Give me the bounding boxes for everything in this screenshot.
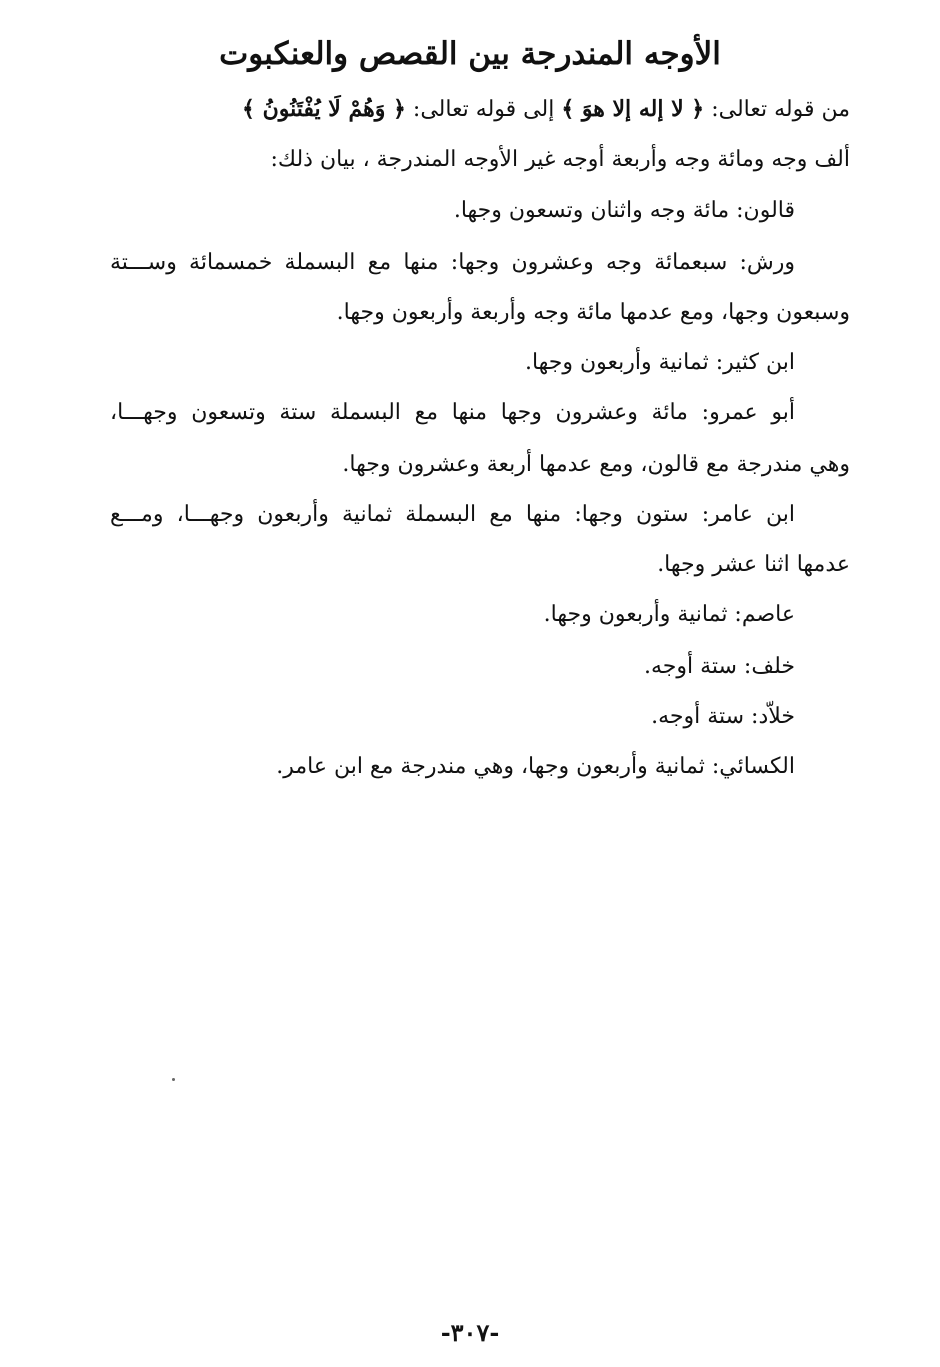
intro-line (242, 94, 850, 125)
text-line-khalaf: خلف: ستة أوجه. (643, 654, 795, 679)
text-line-ibn-amir-1: ابن عامر: ستون وجها: منها مع البسملة ثمانية وأربعون وجهـــا، ومـــع (110, 502, 795, 527)
text-line-khallad: خلاّد: ستة أوجه. (651, 704, 795, 729)
speck-mark (172, 1078, 175, 1081)
text-line-qalun: قالون: مائة وجه واثنان وتسعون وجها. (453, 198, 795, 223)
page-title: الأوجه المندرجة بين القصص والعنكبوت (219, 36, 721, 72)
text-line-warsh-2: وسبعون وجها، ومع عدمها مائة وجه وأربعة وأربعون وجها. (336, 300, 850, 325)
text-line-warsh-1: ورش: سبعمائة وجه وعشرون وجها: منها مع البسملة خمسمائة وســـتة (110, 250, 795, 275)
text-line-asim: عاصم: ثمانية وأربعون وجها. (543, 602, 795, 627)
verse-quote-2: ﴿ وَهُمْ لَا يُفْتَنُونُ ﴾ (242, 96, 406, 122)
text-line-kisai: الكسائي: ثمانية وأربعون وجها، وهي مندرجة مع ابن عامر. (276, 754, 795, 779)
intro-line-2: ألف وجه ومائة وجه وأربعة أوجه غير الأوجه المندرجة ، بيان ذلك: (270, 147, 850, 172)
text-line-abu-amr-1: أبو عمرو: مائة وعشرون وجها منها مع البسملة ستة وتسعون وجهـــا، (110, 400, 795, 425)
intro-prefix: من قوله تعالى: (704, 97, 850, 122)
page-number: -٣٠٧- (440, 1318, 500, 1347)
text-line-ibn-amir-2: عدمها اثنا عشر وجها. (657, 552, 850, 577)
text-line-ibn-kathir: ابن كثير: ثمانية وأربعون وجها. (524, 350, 795, 375)
intro-middle: إلى قوله تعالى: (405, 97, 562, 122)
verse-quote-1: ﴿ لا إله إلا هوَ ﴾ (561, 96, 705, 122)
text-line-abu-amr-2: وهي مندرجة مع قالون، ومع عدمها أربعة وعشرون وجها. (342, 452, 850, 477)
